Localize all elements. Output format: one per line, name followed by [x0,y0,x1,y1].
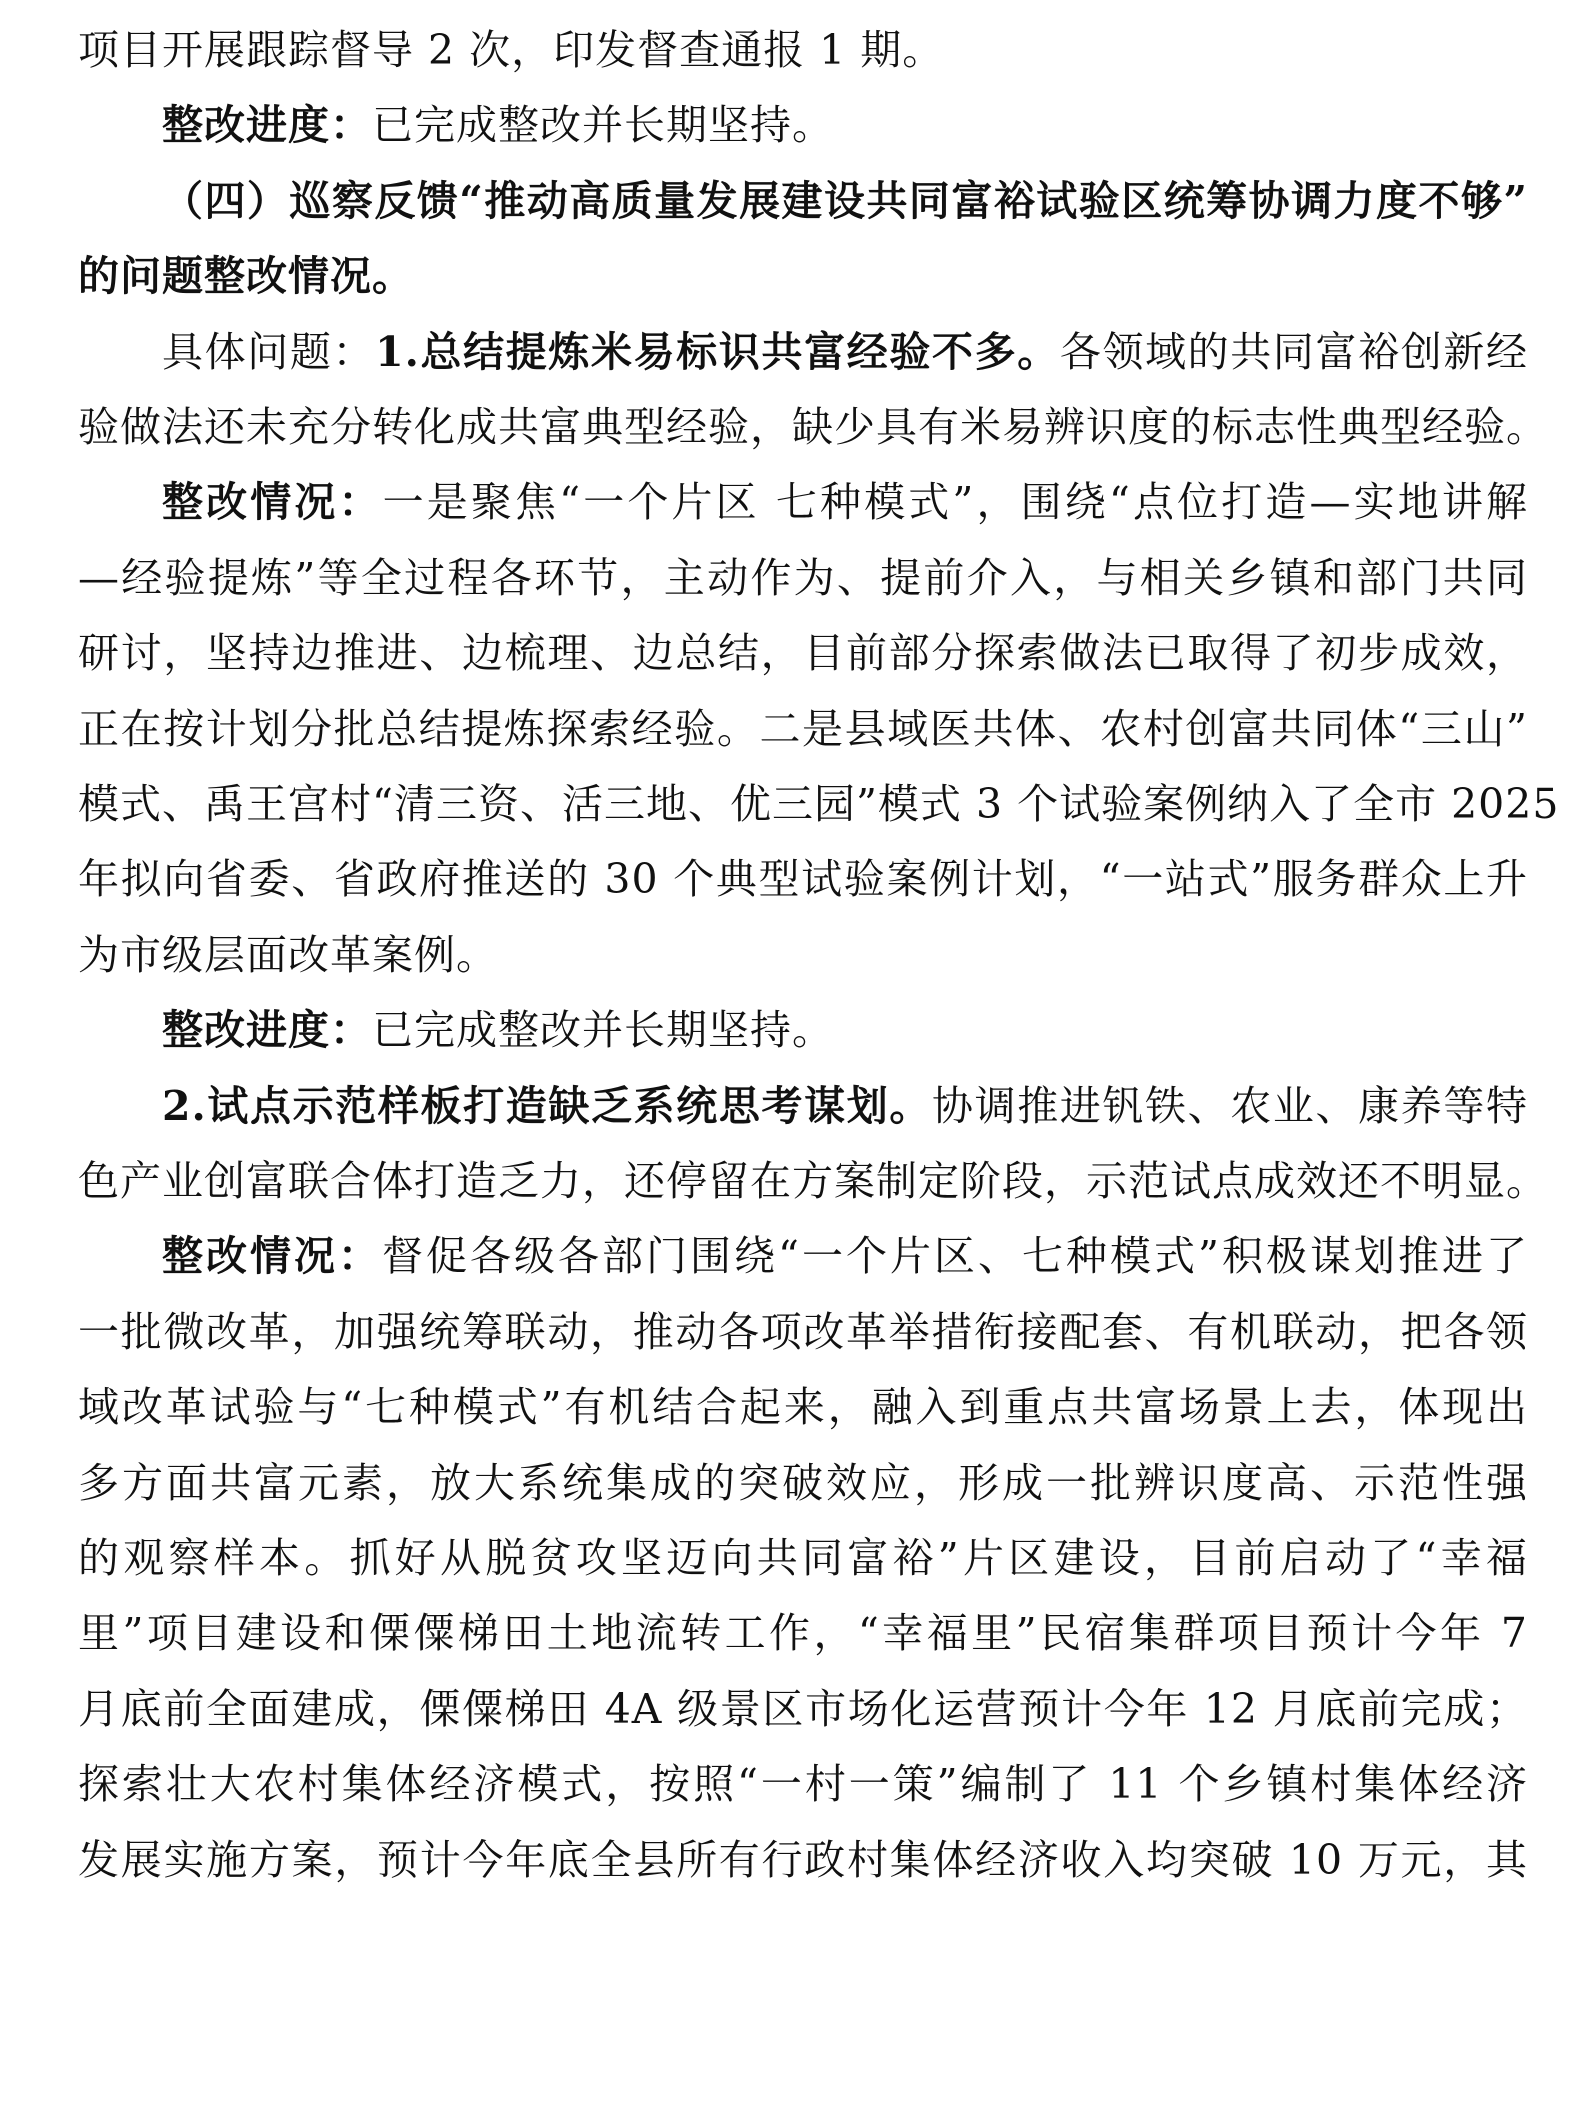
text-line [78,403,1548,451]
text-line [78,1006,1528,1054]
text-line [78,1308,1528,1356]
bold-text-run: 的问题整改情况。 [78,252,414,300]
text-line [78,931,1528,979]
text-line [78,478,1528,526]
text-line [78,1082,1528,1130]
bold-text-run: （四）巡察反馈“推动高质量发展建设共同富裕试验区统筹协调力度不够” [162,177,1528,225]
text-line [78,1157,1548,1205]
text-run: 一批微改革，加强统筹联动，推动各项改革举措衔接配套、有机联动，把各领 [78,1308,1528,1356]
text-run: 模式、禹王宫村“清三资、活三地、优三园”模式 3 个试验案例纳入了全市 2025 [78,780,1560,828]
text-run: 项目开展跟踪督导 2 次，印发督查通报 1 期。 [78,26,945,74]
text-run: 正在按计划分批总结提炼探索经验。二是县域医共体、农村创富共同体“三山” [78,705,1528,753]
text-run: 已完成整改并长期坚持。 [372,101,834,149]
text-line [78,1383,1528,1431]
text-line [78,252,1528,300]
text-line [78,780,1560,828]
text-line [78,328,1529,376]
text-run: 色产业创富联合体打造乏力，还停留在方案制定阶段，示范试点成效还不明显。 [78,1157,1548,1205]
text-run: 具体问题： [162,328,376,376]
text-run: —经验提炼”等全过程各环节，主动作为、提前介入，与相关乡镇和部门共同 [78,554,1528,602]
bold-text-run: 1.总结提炼米易标识共富经验不多。 [375,328,1060,376]
text-line [78,1232,1528,1280]
text-run: 发展实施方案，预计今年底全县所有行政村集体经济收入均突破 10 万元，其 [78,1836,1528,1884]
text-run: 里”项目建设和傈僳梯田土地流转工作，“幸福里”民宿集群项目预计今年 7 [78,1609,1528,1657]
text-line [78,177,1528,225]
text-line [78,1685,1528,1733]
bold-text-run: 2.试点示范样板打造缺乏系统思考谋划。 [162,1082,932,1130]
text-run: 研讨，坚持边推进、边梳理、边总结，目前部分探索做法已取得了初步成效， [78,629,1528,677]
text-line [78,1459,1528,1507]
text-line [78,705,1528,753]
bold-text-run: 整改进度： [162,1006,372,1054]
text-run: 月底前全面建成，傈僳梯田 4A 级景区市场化运营预计今年 12 月底前完成； [78,1685,1528,1733]
text-line [78,629,1528,677]
text-run: 督促各级各部门围绕“一个片区、七种模式”积极谋划推进了 [382,1232,1528,1280]
text-run: 已完成整改并长期坚持。 [372,1006,834,1054]
text-run: 一是聚焦“一个片区 七种模式”，围绕“点位打造—实地讲解 [382,478,1528,526]
text-run: 年拟向省委、省政府推送的 30 个典型试验案例计划，“一站式”服务群众上升 [78,855,1528,903]
text-line [78,1609,1528,1657]
text-line [78,855,1528,903]
text-line [78,101,1528,149]
text-line [78,554,1528,602]
bold-text-run: 整改情况： [162,478,383,526]
text-run: 验做法还未充分转化成共富典型经验，缺少具有米易辨识度的标志性典型经验。 [78,403,1548,451]
bold-text-run: 整改情况： [162,1232,383,1280]
text-run: 为市级层面改革案例。 [78,931,498,979]
text-line [78,1836,1528,1884]
text-run: 探索壮大农村集体经济模式，按照“一村一策”编制了 11 个乡镇村集体经济 [78,1760,1528,1808]
text-line [78,26,1528,74]
text-run: 各领域的共同富裕创新经 [1059,328,1529,376]
text-run: 协调推进钒铁、农业、康养等特 [931,1082,1528,1130]
bold-text-run: 整改进度： [162,101,372,149]
text-run: 的观察样本。抓好从脱贫攻坚迈向共同富裕”片区建设，目前启动了“幸福 [78,1534,1528,1582]
text-line [78,1760,1528,1808]
text-run: 多方面共富元素，放大系统集成的突破效应，形成一批辨识度高、示范性强 [78,1459,1528,1507]
text-run: 域改革试验与“七种模式”有机结合起来，融入到重点共富场景上去，体现出 [78,1383,1528,1431]
text-line [78,1534,1528,1582]
